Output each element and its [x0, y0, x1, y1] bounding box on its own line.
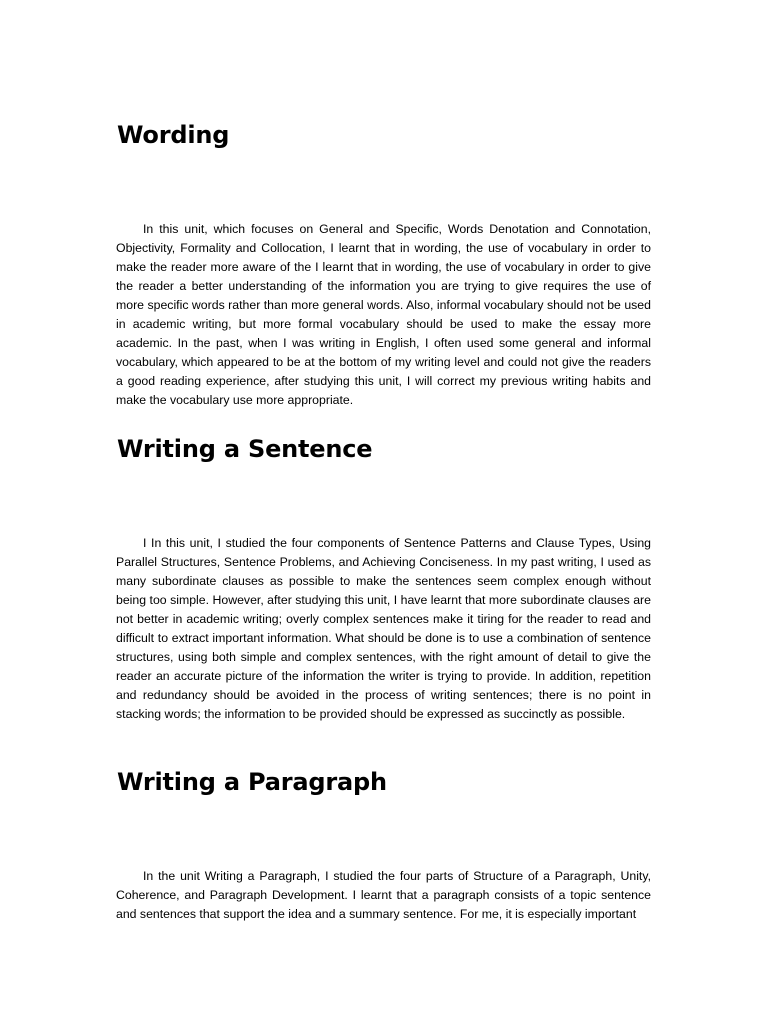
section-paragraph-writing-a-sentence: I In this unit, I studied the four components of Sentence Patterns and Clause Types, Using Parallel Structures, Sentence Problems, and Achieving Conciseness. In my past writing, I used as many subordinate clauses as possible to make the sentences seem complex enough without being too simple. However, after studying this unit, I have learnt that more subordinate clauses are not better in academic writing; overly complex sentences make it tiring for the reader to read and difficult to extract important information. What should be done is to use a combination of sentence structures, using both simple and complex sentences, with the right amount of detail to give the reader an accurate picture of the information the writer is trying to provide. In addition, repetition and redundancy should be avoided in the process of writing sentences; there is no point in stacking words; the information to be provided should be expressed as succinctly as possible. — [116, 536, 651, 721]
section-heading-writing-a-sentence: Writing a Sentence — [117, 435, 373, 463]
section-paragraph-wording: In this unit, which focuses on General and Specific, Words Denotation and Connotation, Objectivity, Formality and Collocation, I learnt that in wording, the use of vocabulary in order to make the reader more aware of the I learnt that in wording, the use of vocabulary in order to give the reader a better understanding of the information you are trying to give requires the use of more specific words rather than more general words. Also, informal vocabulary should not be used in academic writing, but more formal vocabulary should be used to make the essay more academic. In the past, when I was writing in English, I often used some general and informal vocabulary, which appeared to be at the bottom of my writing level and could not give the readers a good reading experience, after studying this unit, I will correct my previous writing habits and make the vocabulary use more appropriate. — [116, 222, 651, 407]
section-heading-wording: Wording — [117, 121, 230, 149]
section-heading-writing-a-paragraph: Writing a Paragraph — [117, 768, 387, 796]
section-paragraph-writing-a-paragraph: In the unit Writing a Paragraph, I studied the four parts of Structure of a Paragraph, Unity, Coherence, and Paragraph Development. I learnt that a paragraph consists of a topic sentence and sentences that support the idea and a summary sentence. For me, it is especially important — [116, 869, 651, 921]
